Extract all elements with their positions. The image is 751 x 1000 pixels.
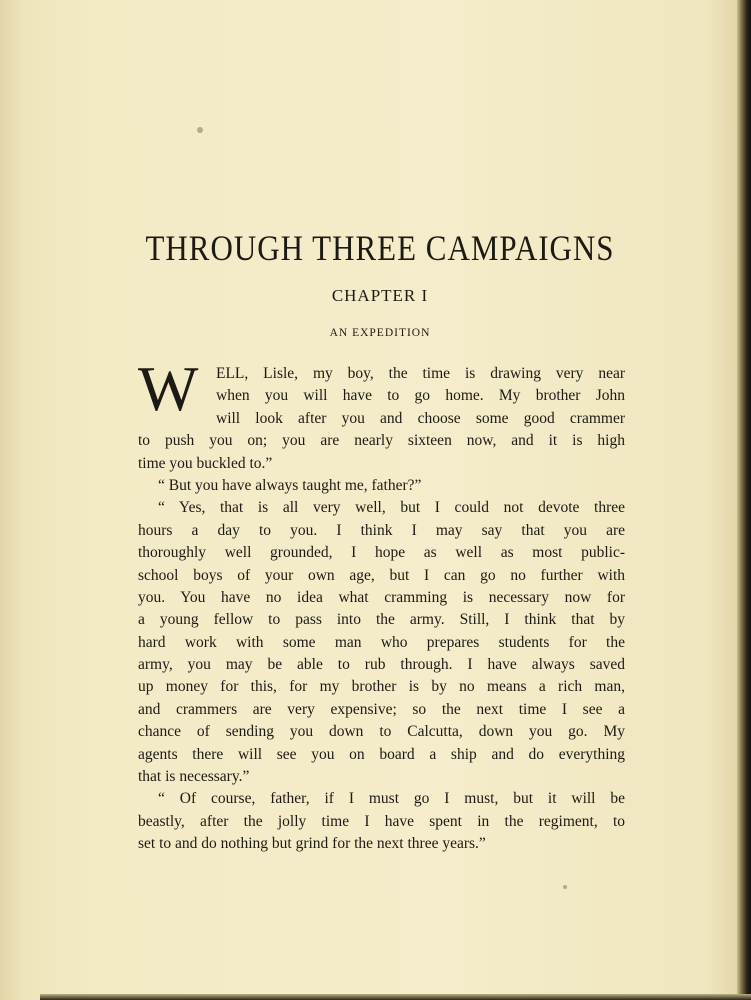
text-line: a young fellow to pass into the army. Still, I think that by: [138, 611, 625, 629]
text-line: army, you may be able to rub through. I have always saved: [138, 656, 625, 674]
text-line: beastly, after the jolly time I have spent in the regiment, to: [138, 812, 625, 830]
text-line: ELL, Lisle, my boy, the time is drawing very near: [216, 365, 625, 382]
paper-spot: [197, 127, 203, 133]
text-line: hard work with some man who prepares students for the: [138, 633, 625, 651]
text-line: thoroughly well grounded, I hope as well as most public-: [138, 544, 625, 562]
text-line: you. You have no idea what cramming is necessary now for: [138, 588, 625, 606]
paper-spot: [563, 885, 567, 889]
chapter-heading: CHAPTER I: [331, 286, 429, 305]
text-line: when you will have to go home. My brother John: [216, 387, 625, 405]
book-title: THROUGH THREE CAMPAIGNS: [145, 228, 615, 269]
text-line: hours a day to you. I think I may say that you are: [138, 521, 625, 539]
text-line: will look after you and choose some good crammer: [216, 409, 625, 427]
chapter-title: AN EXPEDITION: [329, 327, 431, 339]
text-line: time you buckled to.”: [138, 454, 273, 472]
text-line: to push you on; you are nearly sixteen now, and it is high: [138, 432, 625, 450]
text-line: up money for this, for my brother is by no means a rich man,: [138, 678, 625, 696]
drop-cap: W: [138, 353, 199, 424]
text-line: that is necessary.”: [138, 768, 250, 786]
text-line: “ Of course, father, if I must go I must, but it will be: [158, 790, 625, 808]
text-line: chance of sending you down to Calcutta, down you go. My: [138, 723, 625, 741]
text-line: “ Yes, that is all very well, but I could not devote three: [158, 499, 625, 517]
text-line: set to and do nothing but grind for the next three years.”: [138, 835, 486, 853]
page-edge-bottom: [40, 994, 751, 1000]
page-edge-right: [737, 0, 751, 1000]
text-line: school boys of your own age, but I can go no further with: [138, 566, 625, 584]
gutter-shadow: [0, 0, 36, 1000]
text-line: “ But you have always taught me, father?”: [158, 476, 422, 494]
text-line: agents there will see you on board a ship and do everything: [138, 745, 625, 763]
text-line: and crammers are very expensive; so the next time I see a: [138, 700, 625, 718]
body-text: [138, 363, 625, 856]
